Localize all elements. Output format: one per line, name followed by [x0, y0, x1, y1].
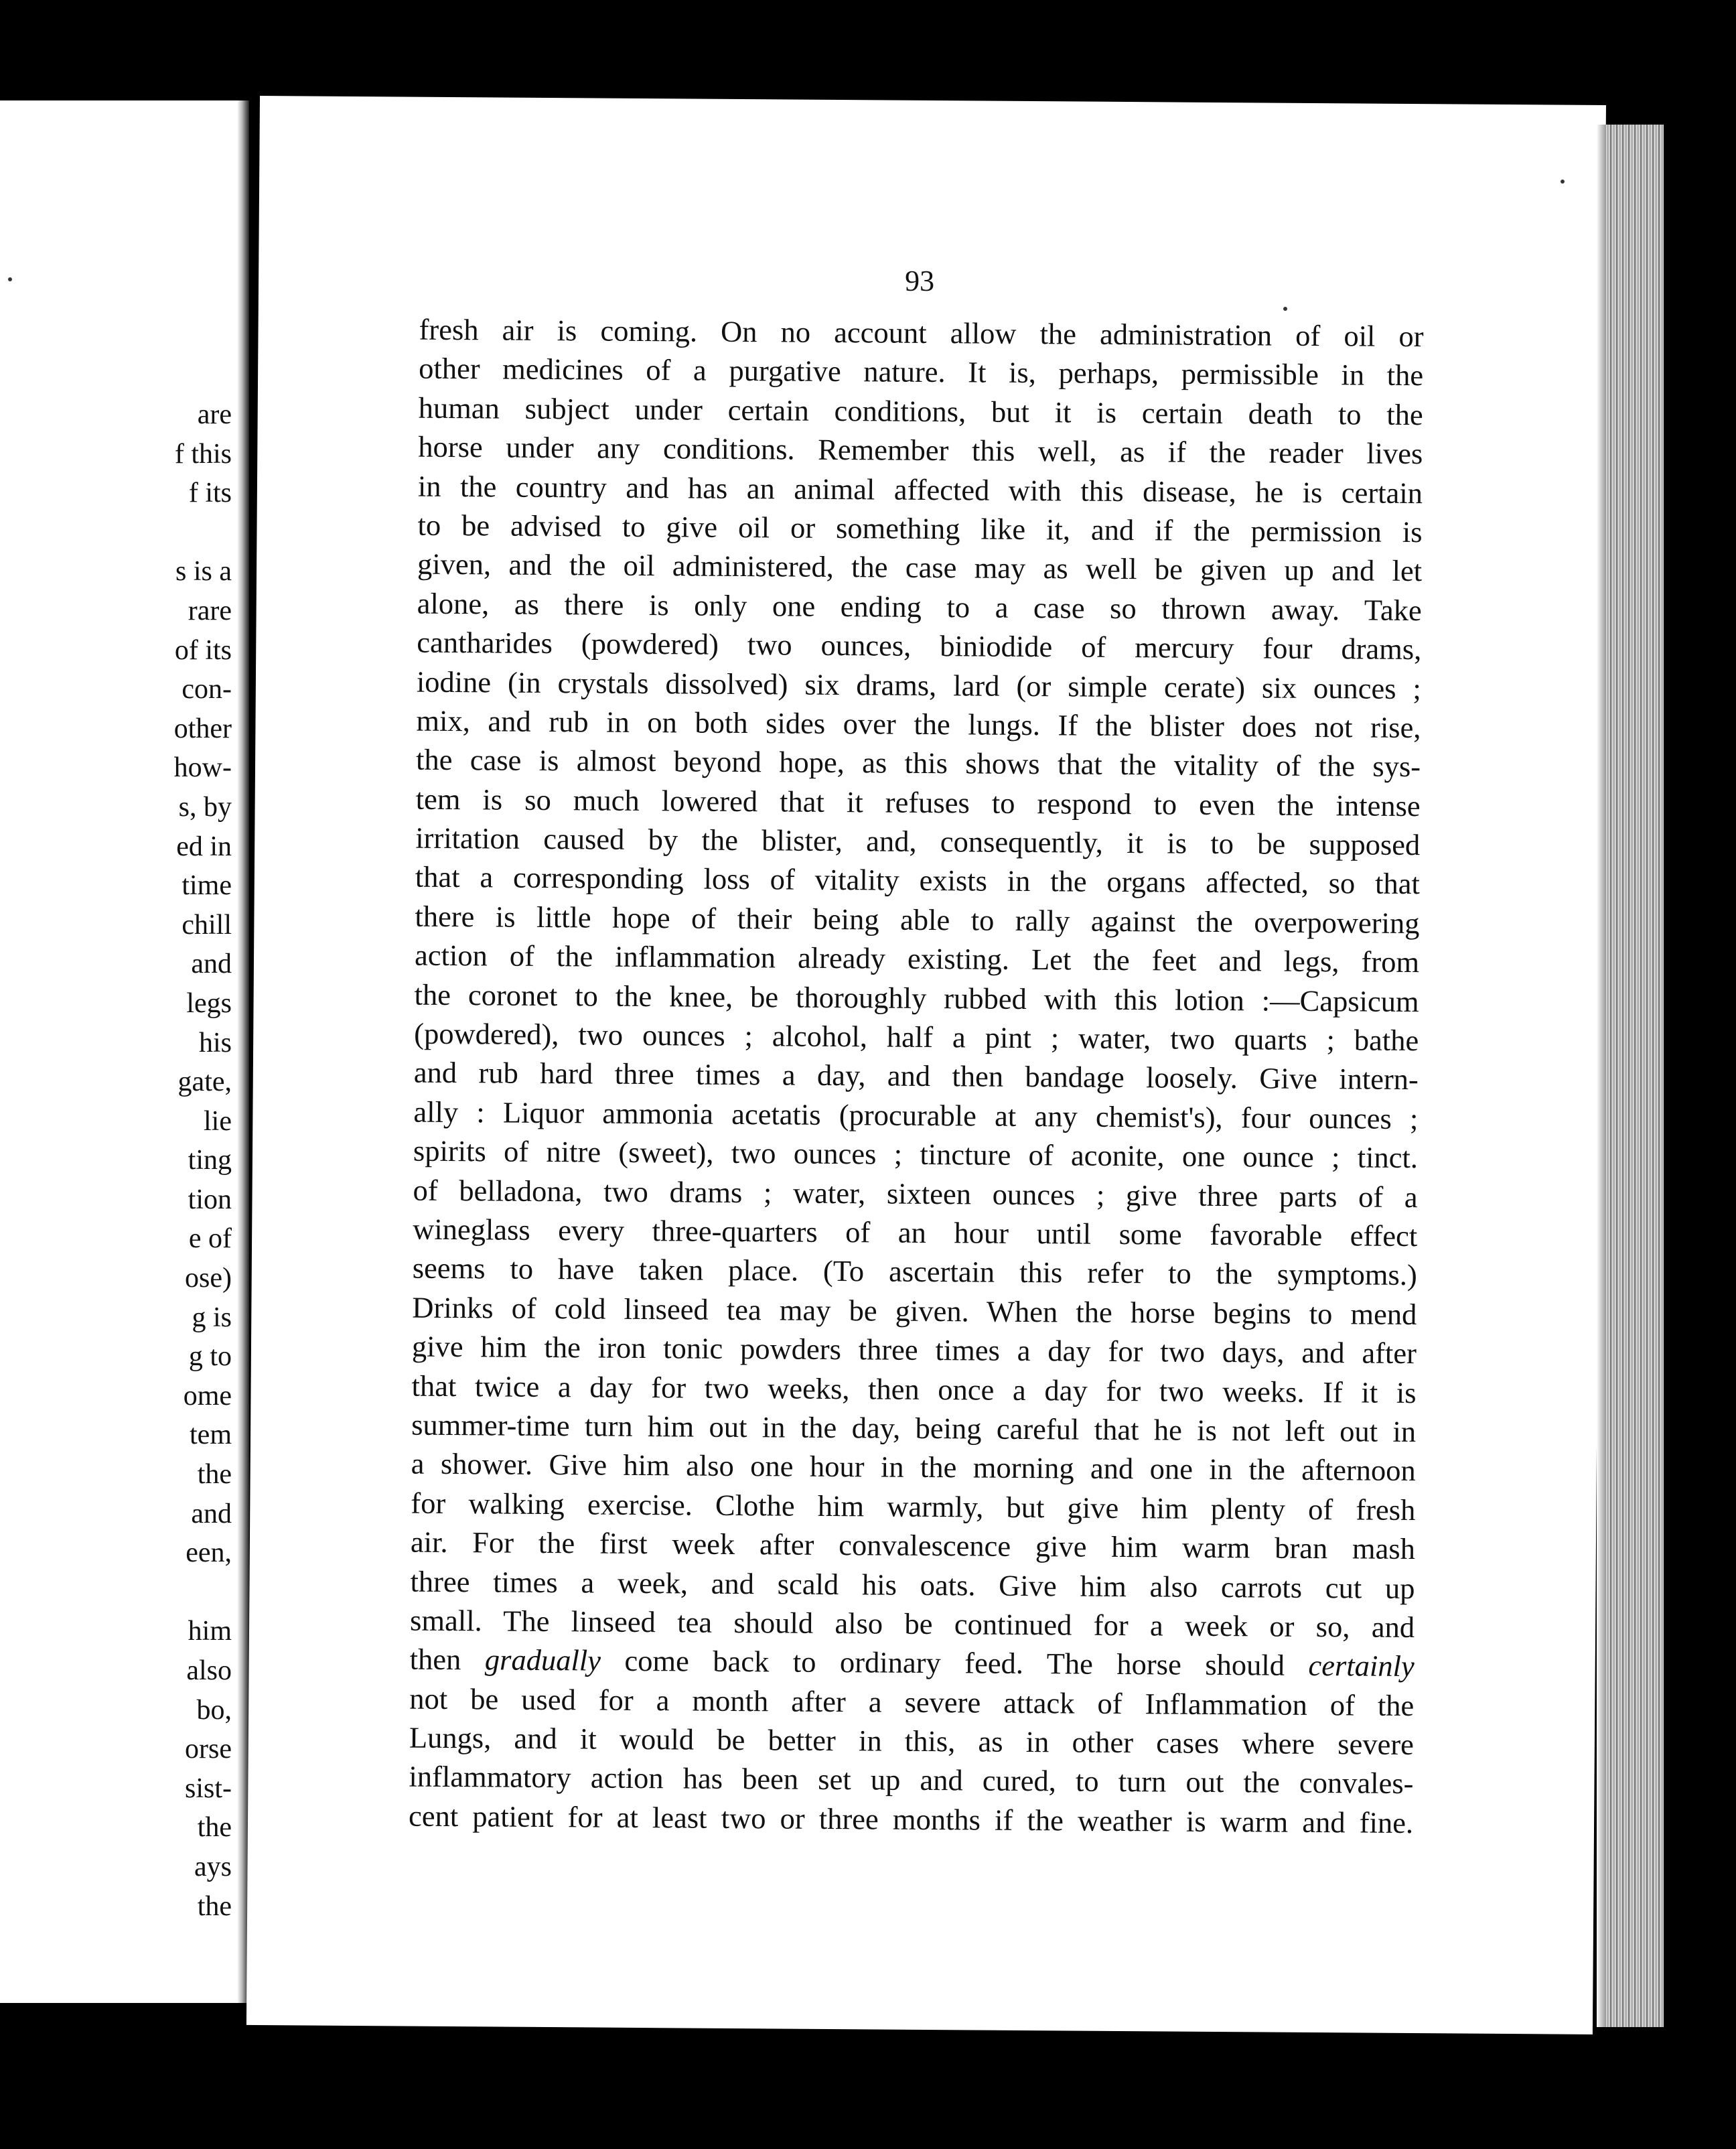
text-line: three times a week, and scald his oats. Give him also carrots cut up [410, 1564, 1415, 1605]
left-page-fragment: the [197, 1812, 232, 1844]
text-line: Drinks of cold linseed tea may be given. When the horse begins to mend [412, 1290, 1417, 1331]
text-line: give him the iron tonic powders three times a day for two days, and after [411, 1329, 1417, 1371]
left-page-fragment: and [191, 1498, 232, 1529]
left-page-fragment: g is [192, 1302, 232, 1333]
text-line: horse under any conditions. Remember this well, as if the reader lives [418, 429, 1423, 471]
text-line: wineglass every three-quarters of an hour until some favorable effect [413, 1212, 1418, 1253]
text-line: tem is so much lowered that it refuses to respond to even the intense [415, 782, 1421, 823]
body-text [409, 310, 1424, 1843]
left-page-fragment: chill [182, 909, 232, 941]
text-line: to be advised to give oil or something like it, and if the permission is [417, 508, 1423, 549]
text-line: then gradually come back to ordinary feed. The horse should certainly [409, 1642, 1415, 1683]
left-page-fragment: ose) [185, 1263, 232, 1294]
left-page-fragment [98, 513, 232, 553]
left-page-fragment: s, by [178, 791, 232, 823]
text-line: ally : Liquor ammonia acetatis (procurable at any chemist's), four ounces ; [413, 1095, 1419, 1135]
text-line: and rub hard three times a day, and then bandage loosely. Give intern- [413, 1056, 1419, 1097]
text-line: for walking exercise. Clothe him warmly, but give him plenty of fresh [411, 1486, 1416, 1527]
text-line: a shower. Give him also one hour in the morning and one in the afternoon [411, 1446, 1416, 1488]
text-line: of belladona, two drams ; water, sixteen ounces ; give three parts of a [413, 1173, 1418, 1214]
scan-speck [1561, 180, 1565, 184]
left-page-fragment: him [188, 1616, 232, 1647]
text-line: there is little hope of their being able to rally against the overpowering [415, 899, 1420, 940]
left-page-fragment: f its [188, 478, 232, 509]
left-page-fragment: gate, [177, 1066, 232, 1098]
left-page-fragment: f this [174, 438, 232, 470]
left-page-fragment: s is a [175, 556, 232, 587]
text-line: action of the inflammation already existing. Let the feet and legs, from [414, 938, 1420, 979]
left-page-fragment: legs [186, 987, 232, 1019]
left-page-fragment: also [186, 1655, 232, 1686]
text-line: seems to have taken place. (To ascertain this refer to the symptoms.) [412, 1251, 1417, 1292]
left-facing-page [0, 100, 249, 2003]
left-page-fragment: ting [188, 1145, 232, 1176]
left-page-fragment: of its [174, 634, 232, 666]
left-page-fragment: orse [185, 1734, 232, 1765]
left-page-fragment: other [173, 713, 232, 744]
left-page-fragment: lie [204, 1105, 232, 1137]
left-page-fragment: e of [188, 1223, 232, 1255]
left-page-fragment: and [191, 949, 232, 980]
text-line: other medicines of a purgative nature. It is, perhaps, permissible in the [419, 352, 1424, 393]
text-line: that a corresponding loss of vitality exists in the organs affected, so that [415, 860, 1421, 901]
text-line: spirits of nitre (sweet), two ounces ; tincture of aconite, one ounce ; tinct. [413, 1133, 1419, 1175]
left-page-fragment: the [197, 1459, 232, 1491]
text-line: that twice a day for two weeks, then once a day for two weeks. If it is [411, 1369, 1417, 1409]
left-page-fragment: the [197, 1890, 232, 1922]
text-line: fresh air is coming. On no account allow the administration of oil or [419, 312, 1424, 354]
text-line: summer-time turn him out in the day, being careful that he is not left out in [411, 1407, 1417, 1449]
text-line: not be used for a month after a severe attack of Inflammation of the [409, 1681, 1415, 1722]
left-page-edge-shadow [237, 100, 249, 2003]
left-page-fragment: his [198, 1027, 232, 1058]
left-page-fragment: con- [182, 674, 232, 705]
text-line: small. The linseed tea should also be continued for a week or so, and [409, 1603, 1415, 1644]
text-line: cantharides (powdered) two ounces, biniodide of mercury four drams, [417, 625, 1422, 667]
text-line: human subject under certain conditions, but it is certain death to the [418, 391, 1423, 431]
text-line: iodine (in crystals dissolved) six drams, lard (or simple cerate) six ounces ; [416, 665, 1422, 705]
left-page-fragment: tion [188, 1184, 232, 1215]
text-line: air. For the first week after convalescence give him warm bran mash [410, 1525, 1416, 1566]
left-page-fragment: g to [188, 1341, 232, 1373]
left-page-fragment: een, [186, 1537, 232, 1569]
scan-speck [1283, 307, 1287, 311]
text-line: (powdered), two ounces ; alcohol, half a pint ; water, two quarts ; bathe [414, 1016, 1419, 1058]
text-line: mix, and rub in on both sides over the lungs. If the blister does not rise, [416, 703, 1421, 745]
left-page-fragment: time [182, 870, 232, 902]
text-line: irritation caused by the blister, and, consequently, it is to be supposed [415, 821, 1421, 862]
page-number: 93 [904, 264, 935, 298]
left-page-fragment: ome [183, 1380, 232, 1411]
scan-speck [8, 277, 12, 281]
text-line: Lungs, and it would be better in this, as in other cases where severe [409, 1720, 1415, 1762]
text-line: alone, as there is only one ending to a case so thrown away. Take [417, 586, 1422, 627]
page-edges-stack [1606, 125, 1664, 2027]
left-page-fragment: tem [190, 1419, 232, 1451]
text-line: given, and the oil administered, the case may as well be given up and let [417, 547, 1423, 588]
left-page-text-fragments [98, 395, 232, 1926]
left-page-fragment: how- [173, 752, 232, 784]
text-line: in the country and has an animal affected with this disease, he is certain [417, 469, 1423, 510]
text-line: the coronet to the knee, be thoroughly rubbed with this lotion :—Capsicum [414, 977, 1419, 1018]
text-line: inflammatory action has been set up and cured, to turn out the convales- [409, 1760, 1414, 1801]
left-page-fragment [98, 1573, 232, 1612]
left-page-fragment: bo, [196, 1694, 232, 1726]
text-line: cent patient for at least two or three months if the weather is warm and fine. [408, 1799, 1414, 1840]
left-page-fragment: ays [194, 1851, 232, 1882]
main-page [246, 96, 1606, 2034]
left-page-fragment: are [197, 399, 232, 430]
left-page-fragment: rare [188, 595, 232, 626]
text-line: the case is almost beyond hope, as this shows that the vitality of the sys- [415, 742, 1421, 784]
left-page-fragment: ed in [176, 831, 232, 862]
left-page-fragment: sist- [184, 1773, 232, 1804]
